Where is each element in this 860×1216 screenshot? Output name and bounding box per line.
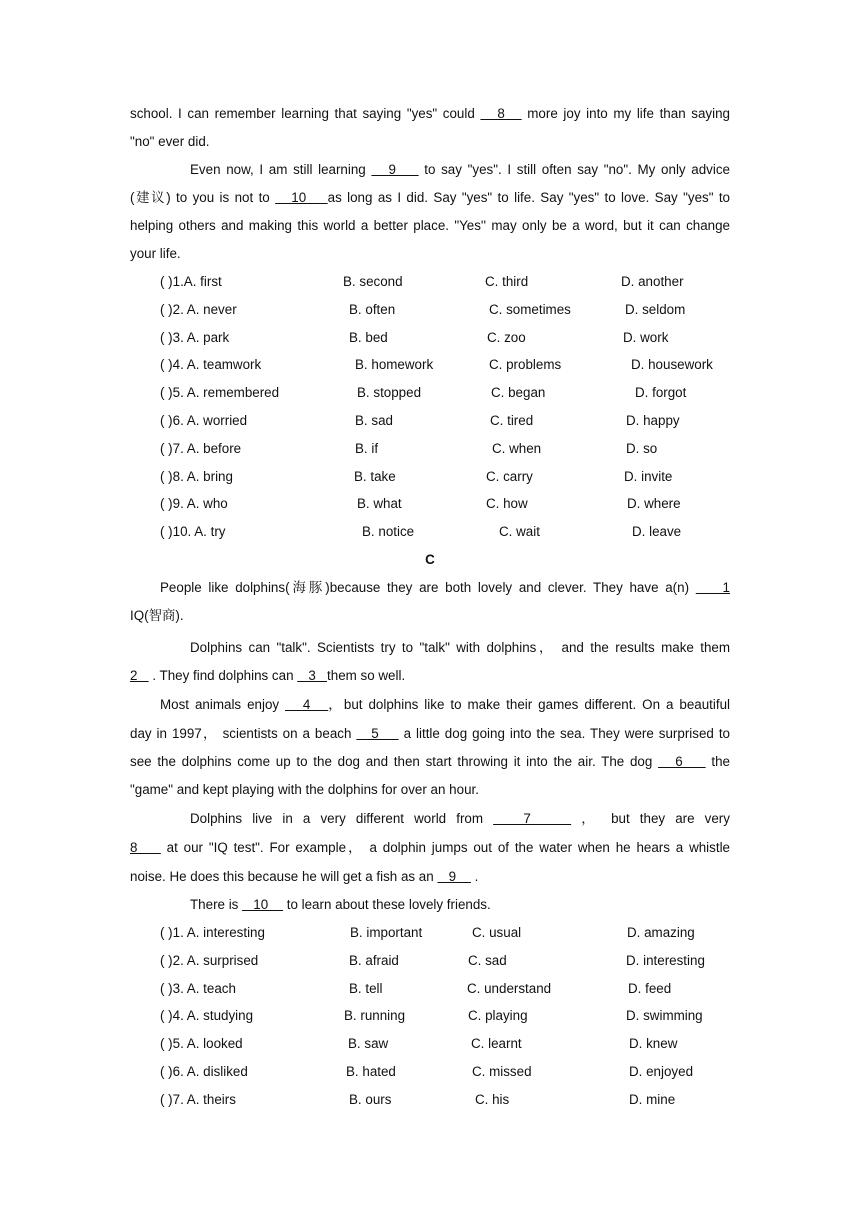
text: a xyxy=(302,811,311,826)
text: but they are very xyxy=(611,811,730,826)
question-option-a: ( )5. A. remembered xyxy=(160,385,280,401)
text: them so well. xyxy=(327,668,406,683)
text: the xyxy=(705,754,731,769)
question-option-a: ( )6. A. disliked xyxy=(160,1064,248,1079)
text: IQ( xyxy=(130,608,149,623)
text: ). xyxy=(175,608,184,623)
question-option-d: D. another xyxy=(621,274,684,289)
passage-c-line-2 xyxy=(130,606,730,627)
passage-b-line-4 xyxy=(130,188,730,209)
text: different xyxy=(355,811,405,826)
question-option-b: B. what xyxy=(357,496,402,512)
question-option-a: ( )7. A. theirs xyxy=(160,1091,236,1107)
blank-10: 10 xyxy=(242,897,284,912)
question-option-b: B. homework xyxy=(355,357,434,373)
question-option-d: D. so xyxy=(626,440,658,456)
text: live xyxy=(252,811,273,826)
text: and the results make them xyxy=(555,640,731,655)
text: but dolphins like to make their games different. On a beautiful xyxy=(343,697,731,712)
text: ) to you is not to xyxy=(166,190,276,205)
question-option-a: ( )2. A. surprised xyxy=(160,952,259,968)
question-option-d: D. knew xyxy=(629,1036,678,1052)
comma: ， xyxy=(201,727,218,742)
question-option-b: B. afraid xyxy=(349,952,399,968)
question-option-d: D. where xyxy=(627,496,681,512)
question-option-c: C. sad xyxy=(468,952,507,968)
passage-c-line-1 xyxy=(160,578,730,599)
question-option-a: ( )5. A. looked xyxy=(160,1036,243,1052)
text: as long as I did. Say "yes" to life. Say "yes" to love. Say "yes" to xyxy=(327,190,730,205)
text: day in 1997 xyxy=(130,726,202,741)
text: noise. He does this because he will get a fish as an xyxy=(130,869,438,884)
text: to learn about these lovely friends. xyxy=(283,897,491,912)
question-option-d: D. housework xyxy=(631,357,713,373)
chinese-gloss: 海豚 xyxy=(289,581,326,596)
question-option-a: ( )7. A. before xyxy=(160,440,242,456)
question-option-b: B. ours xyxy=(349,1091,392,1107)
question-option-b: B. sad xyxy=(355,413,393,428)
chinese-gloss: 建议 xyxy=(134,191,167,206)
blank-9: 9 xyxy=(371,162,419,177)
passage-c-line-12 xyxy=(190,895,730,915)
question-option-a: ( )3. A. teach xyxy=(160,980,236,996)
passage-b-line-3 xyxy=(190,160,730,180)
text: . xyxy=(470,869,479,884)
question-option-a: ( )1.A. first xyxy=(160,274,222,289)
question-option-a: ( )2. A. never xyxy=(160,301,237,317)
question-option-c: C. playing xyxy=(468,1008,528,1024)
text: )because they are both lovely and clever. They have a(n) xyxy=(325,580,696,595)
passage-c-line-11 xyxy=(130,867,730,887)
question-option-d: D. seldom xyxy=(625,301,686,317)
text: People like dolphins( xyxy=(160,580,290,595)
question-option-b: B. running xyxy=(344,1008,406,1024)
question-option-d: D. amazing xyxy=(627,925,695,940)
question-option-c: C. wait xyxy=(499,524,540,540)
text: to say "yes". I still often say "no". My only advice xyxy=(418,162,730,177)
question-option-d: D. forgot xyxy=(635,385,687,401)
question-option-d: D. leave xyxy=(632,524,682,540)
passage-c-line-9 xyxy=(190,809,730,830)
text: a little dog going into the sea. They were surprised to xyxy=(398,726,730,741)
passage-c-line-8: "game" and kept playing with the dolphins for over an hour. xyxy=(130,782,479,797)
question-option-b: B. bed xyxy=(349,329,388,345)
question-option-c: C. understand xyxy=(467,980,552,996)
question-option-a: ( )9. A. who xyxy=(160,496,228,512)
text: Even now, I am still learning xyxy=(190,162,372,177)
blank-8: 8 xyxy=(130,840,161,855)
question-option-d: D. work xyxy=(623,329,669,345)
question-option-c: C. when xyxy=(492,440,542,456)
question-option-c: C. usual xyxy=(472,925,522,940)
passage-c-line-4 xyxy=(130,666,730,686)
question-option-b: B. second xyxy=(343,274,403,289)
text: more joy into my life than saying xyxy=(521,106,730,121)
text: Dolphins xyxy=(190,811,243,826)
passage-b-line-1 xyxy=(130,104,730,124)
question-option-c: C. third xyxy=(485,274,529,289)
question-option-c: C. his xyxy=(475,1091,510,1107)
blank-1: 1 xyxy=(695,580,730,595)
blank-10: 10 xyxy=(275,190,328,205)
question-option-a: ( )4. A. studying xyxy=(160,1008,254,1024)
question-option-c: C. missed xyxy=(472,1064,532,1079)
question-option-a: ( )8. A. bring xyxy=(160,468,233,484)
text: Most animals enjoy xyxy=(160,697,286,712)
comma: ， xyxy=(581,812,602,827)
question-option-a: ( )1. A. interesting xyxy=(160,925,265,940)
text: school. I can remember learning that saying "yes" could xyxy=(130,106,481,121)
blank-5: 5 xyxy=(356,726,399,741)
text: There is xyxy=(190,897,243,912)
text: ( xyxy=(130,190,135,205)
question-option-d: D. enjoyed xyxy=(629,1064,694,1079)
text: world xyxy=(414,811,447,826)
question-option-c: C. learnt xyxy=(471,1036,522,1052)
question-option-b: B. important xyxy=(350,925,423,940)
text: scientists on a beach xyxy=(217,726,357,741)
text: see the dolphins come up to the dog and then start throwing it into the air. The dog xyxy=(130,754,659,769)
blank-8: 8 xyxy=(480,106,522,121)
question-option-c: C. tired xyxy=(490,413,534,428)
question-option-b: B. notice xyxy=(362,524,415,540)
passage-c-line-3 xyxy=(190,638,730,659)
question-option-b: B. tell xyxy=(349,980,383,996)
text: at our "IQ test". For example xyxy=(160,840,347,855)
question-option-c: C. how xyxy=(486,496,528,512)
question-option-c: C. zoo xyxy=(487,329,526,345)
passage-c-line-7 xyxy=(130,752,730,772)
question-option-a: ( )10. A. try xyxy=(160,524,226,540)
question-option-d: D. swimming xyxy=(626,1008,703,1024)
text: a dolphin jumps out of the water when he hears a whistle xyxy=(363,840,730,855)
text: . They find dolphins can xyxy=(148,668,298,683)
question-option-d: D. mine xyxy=(629,1091,676,1107)
question-option-d: D. invite xyxy=(624,468,673,484)
text: from xyxy=(456,811,484,826)
passage-c-line-10 xyxy=(130,838,730,859)
question-option-c: C. began xyxy=(491,385,546,401)
passage-c-line-6 xyxy=(130,724,730,745)
chinese-gloss: 智商 xyxy=(148,609,176,624)
question-option-d: D. interesting xyxy=(626,952,705,968)
passage-b-line-5: helping others and making this world a better place. "Yes'' may only be a word, but it can change xyxy=(130,218,730,233)
question-option-c: C. carry xyxy=(486,468,533,484)
question-option-b: B. if xyxy=(355,440,379,456)
question-option-c: C. sometimes xyxy=(489,301,571,317)
question-option-b: B. often xyxy=(349,301,396,317)
question-option-b: B. hated xyxy=(346,1064,396,1079)
blank-7: 7 xyxy=(493,811,572,826)
passage-b-line-2: "no" ever did. xyxy=(130,134,210,149)
text: in xyxy=(282,811,293,826)
section-c-heading: C xyxy=(425,552,435,567)
question-option-a: ( )6. A. worried xyxy=(160,413,248,428)
question-option-b: B. stopped xyxy=(357,385,422,401)
question-option-a: ( )3. A. park xyxy=(160,329,230,345)
blank-4: 4 xyxy=(285,697,329,712)
passage-b-line-6: your life. xyxy=(130,246,181,261)
question-option-a: ( )4. A. teamwork xyxy=(160,357,262,373)
blank-3: 3 xyxy=(297,668,328,683)
blank-6: 6 xyxy=(658,754,706,769)
comma: ， xyxy=(346,841,364,856)
question-option-c: C. problems xyxy=(489,357,562,373)
text: very xyxy=(320,811,346,826)
question-option-b: B. saw xyxy=(348,1036,389,1052)
blank-9: 9 xyxy=(437,869,471,884)
question-option-b: B. take xyxy=(354,468,396,484)
comma: ， xyxy=(328,698,344,713)
question-option-d: D. feed xyxy=(628,980,672,996)
comma: ， xyxy=(536,641,556,656)
passage-c-line-5 xyxy=(160,695,730,716)
question-option-d: D. happy xyxy=(626,413,680,428)
text: Dolphins can "talk". Scientists try to "talk" with dolphins xyxy=(190,640,537,655)
blank-2: 2 xyxy=(130,668,149,683)
